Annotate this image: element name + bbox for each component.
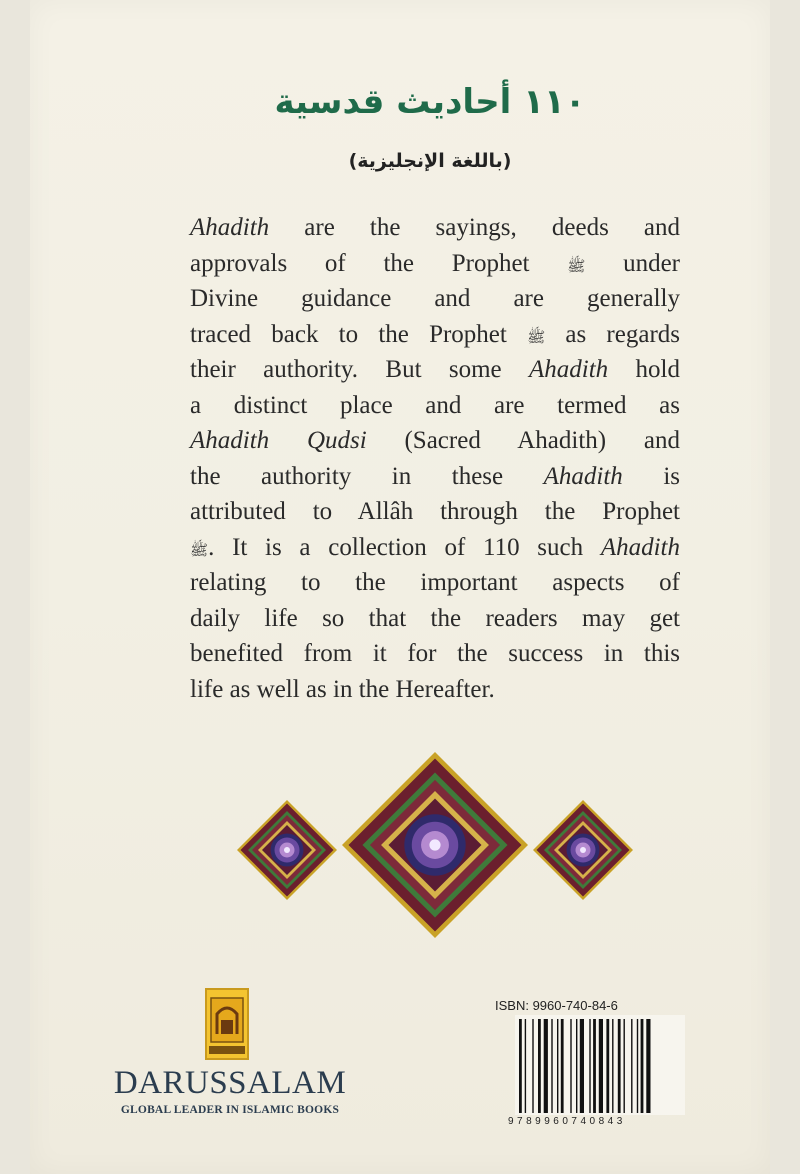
barcode-bar xyxy=(606,1019,609,1113)
blurb-line: daily life so that the readers may get xyxy=(190,604,680,632)
blurb-line: traced back to the Prophet ﷺ as regards xyxy=(190,320,680,348)
blurb-line: relating to the important aspects of xyxy=(190,569,680,596)
barcode-bar xyxy=(624,1019,625,1113)
barcode-bar xyxy=(561,1019,564,1113)
barcode-bar xyxy=(532,1019,533,1113)
blurb-line: Ahadith Qudsi (Sacred Ahadith) and xyxy=(190,427,680,454)
ornament-right xyxy=(533,800,633,900)
logo-emblem-icon xyxy=(207,990,247,1058)
ornament-center xyxy=(342,752,528,938)
blurb-line: life as well as in the Hereafter. xyxy=(190,675,495,703)
salutation-symbol: ﷺ xyxy=(567,256,586,275)
blurb-line: the authority in these Ahadith is xyxy=(190,462,680,490)
book-back-cover xyxy=(30,0,770,1174)
isbn-label: ISBN: 9960-740-84-6 xyxy=(495,998,618,1013)
barcode-bar xyxy=(589,1019,590,1113)
blurb-line: ﷺ. It is a collection of 110 such Ahadith xyxy=(190,533,680,561)
decorative-ornaments xyxy=(230,745,640,945)
barcode-bar xyxy=(519,1019,522,1113)
barcode-bar xyxy=(525,1019,526,1113)
barcode-bar xyxy=(612,1019,613,1113)
blurb-line: their authority. But some Ahadith hold xyxy=(190,356,680,383)
publisher-tagline: GLOBAL LEADER IN ISLAMIC BOOKS xyxy=(120,1104,340,1116)
ornament-left xyxy=(237,800,337,900)
barcode-bar xyxy=(599,1019,603,1113)
blurb-line: a distinct place and are termed as xyxy=(190,391,680,419)
barcode-bar xyxy=(557,1019,558,1113)
barcode-bar xyxy=(580,1019,584,1113)
barcode-bar xyxy=(641,1019,644,1113)
blurb-line: approvals of the Prophet ﷺ under xyxy=(190,249,680,277)
barcode-bar xyxy=(646,1019,650,1113)
barcode-icon xyxy=(515,1015,685,1115)
blurb-line: benefited from it for the success in this xyxy=(190,640,680,667)
barcode-bar xyxy=(631,1019,632,1113)
barcode-bar xyxy=(637,1019,638,1113)
salutation-symbol: ﷺ xyxy=(190,540,209,559)
description-text xyxy=(190,210,680,707)
blurb-line: Ahadith are the sayings, deeds and xyxy=(190,214,680,241)
barcode-bar xyxy=(551,1019,552,1113)
barcode-bar xyxy=(570,1019,571,1113)
arabic-subtitle: (باللغة الإنجليزية) xyxy=(348,150,512,172)
salutation-symbol: ﷺ xyxy=(527,327,546,346)
barcode-bar xyxy=(544,1019,548,1113)
barcode-number: 9789960740843 xyxy=(508,1116,626,1127)
blurb-line: Divine guidance and are generally xyxy=(190,285,680,312)
publisher-logo xyxy=(205,988,249,1060)
publisher-name: DARUSSALAM xyxy=(113,1065,347,1101)
barcode-bar xyxy=(538,1019,541,1113)
arabic-title: ١١٠ أحاديث قدسية xyxy=(274,82,586,122)
barcode-bar xyxy=(618,1019,621,1113)
blurb-line: attributed to Allâh through the Prophet xyxy=(190,498,680,525)
barcode-bar xyxy=(576,1019,577,1113)
barcode-bar xyxy=(593,1019,596,1113)
